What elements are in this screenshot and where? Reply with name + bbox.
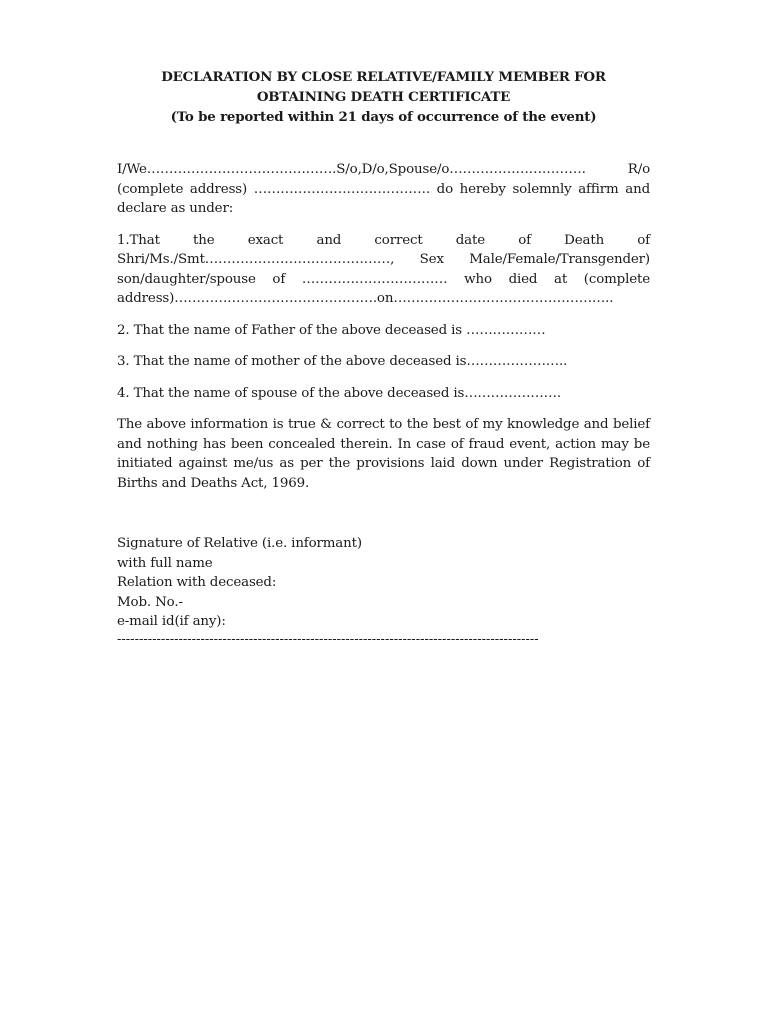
declaration-item-3: 3. That the name of mother of the above deceased is………………….. [117, 354, 568, 369]
declaration-item-4: 4. That the name of spouse of the above deceased is…………………. [117, 385, 561, 401]
document-page [117, 67, 650, 648]
document-title-line-2: OBTAINING DEATH CERTIFICATE [256, 89, 511, 105]
declaration-item-2: 2. That the name of Father of the above deceased is ……………… [117, 322, 546, 338]
email-line: e-mail id(if any): [117, 614, 226, 629]
full-name-line: with full name [117, 555, 213, 571]
declaration-item-1: 1.That the exact and correct date of Death of Shri/Ms./Smt……………………………………, Sex Male/Female/Transgender) son/daughter/spouse of …………………………… who died at (complete address)……………………………………….on………………………………………….. [117, 232, 650, 306]
signature-block [117, 534, 650, 632]
affirmation-paragraph: The above information is true & correct to the best of my knowledge and belief and nothing has been concealed therein. In case of fraud event, action may be initiated against me/us as per the provisions laid down under Registration of Births and Deaths Act, 1969. [117, 417, 650, 491]
dashed-separator: ------------------------------------------------------------------------------------------------ [117, 631, 539, 647]
intro-paragraph: I/We…………………………………….S/o,D/o,Spouse/o…………………………. R/o (complete address) …………………………………. do hereby solemnly affirm and declare as under: [117, 162, 650, 216]
document-subtitle: (To be reported within 21 days of occurrence of the event) [170, 109, 597, 125]
document-title-line-1: DECLARATION BY CLOSE RELATIVE/FAMILY MEMBER FOR [161, 69, 606, 85]
signature-line: Signature of Relative (i.e. informant) [117, 536, 362, 551]
relation-line: Relation with deceased: [117, 575, 277, 590]
mobile-number-line: Mob. No.- [117, 594, 183, 610]
